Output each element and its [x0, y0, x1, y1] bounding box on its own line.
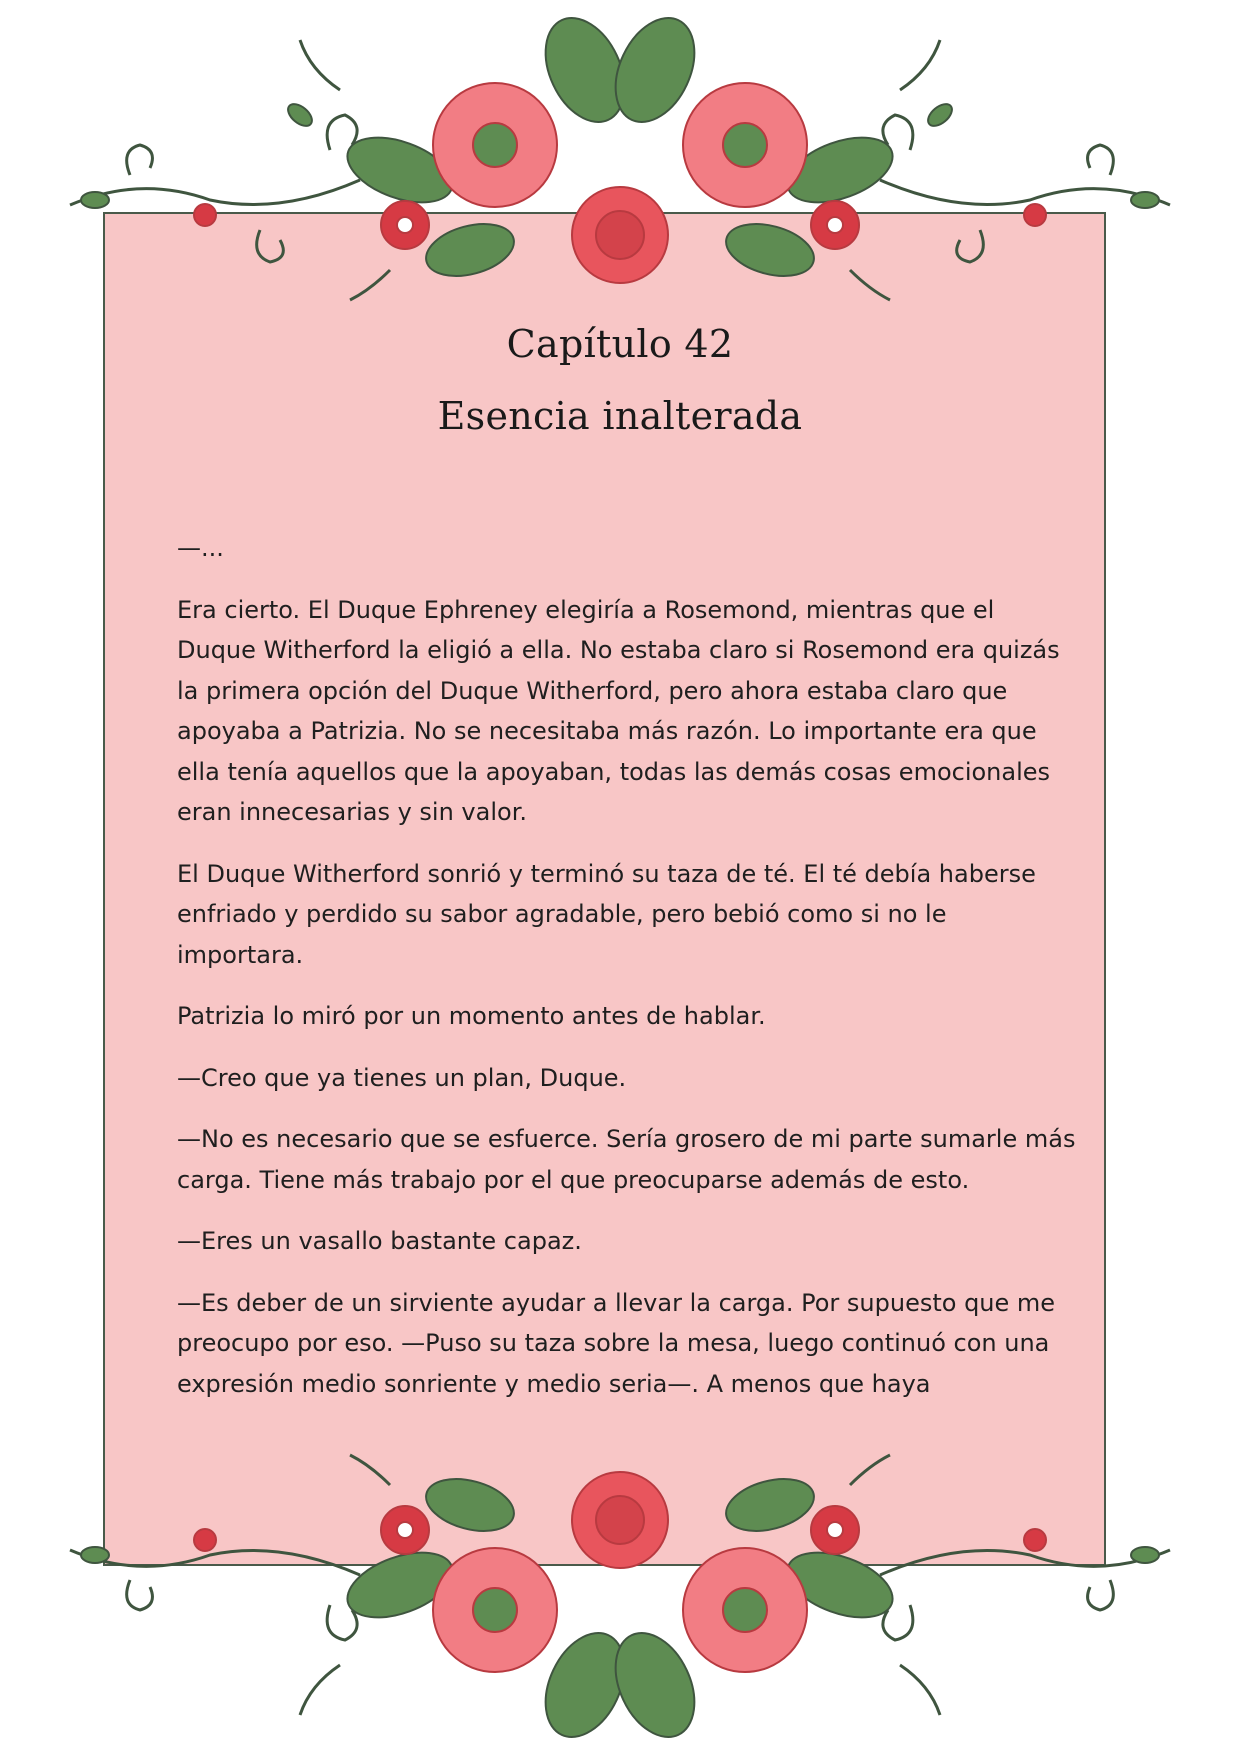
- paragraph: —Eres un vasallo bastante capaz.: [177, 1227, 582, 1255]
- paragraph: —...: [177, 534, 224, 562]
- paragraph: —Es deber de un sirviente ayudar a llevar la carga. Por supuesto que me preocupo por eso. —Puso su taza sobre la mesa, luego continuó con una expresión medio sonriente y medio seria—. A menos que haya: [177, 1288, 1056, 1398]
- chapter-name-title: Esencia inalterada: [437, 394, 803, 438]
- paragraph: —Creo que ya tienes un plan, Duque.: [177, 1063, 627, 1092]
- paragraph: El Duque Witherford sonrió y terminó su taza de té. El té debía haberse enfriado y perdido su sabor agradable, pero bebió como si no le importara.: [177, 859, 1036, 969]
- chapter-number-title: Capítulo 42: [506, 322, 734, 366]
- top-floral-ornament: [0, 0, 1240, 340]
- paragraph: Patrizia lo miró por un momento antes de hablar.: [177, 1002, 766, 1030]
- bottom-floral-ornament: [0, 1420, 1240, 1754]
- paragraph: —No es necesario que se esfuerce. Sería grosero de mi parte sumarle más carga. Tiene más trabajo por el que preocuparse además de esto.: [177, 1125, 1076, 1194]
- chapter-body: [177, 528, 1077, 1425]
- paragraph: Era cierto. El Duque Ephreney elegiría a Rosemond, mientras que el Duque Witherford la eligió a ella. No estaba claro si Rosemond era quizás la primera opción del Duque Witherford, pero ahora estaba claro que apoyaba a Patrizia. No se necesitaba más razón. Lo importante era que ella tenía aquellos que la apoyaban, todas las demás cosas emocionales eran innecesarias y sin valor.: [177, 595, 1060, 826]
